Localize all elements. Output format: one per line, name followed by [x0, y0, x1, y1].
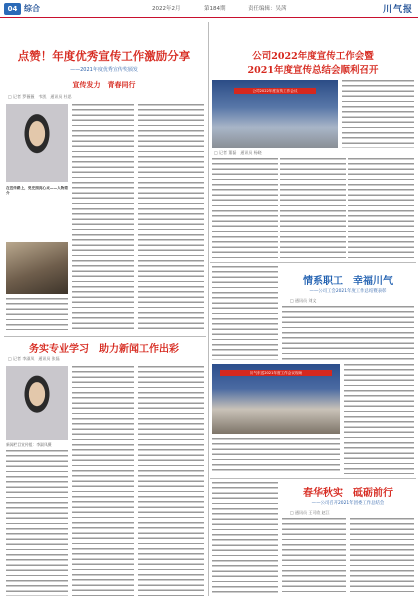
- left-section-divider: [4, 336, 206, 337]
- article-5-body-col-2: [72, 366, 134, 596]
- article-3-body-top: [282, 306, 414, 360]
- article-1-section-head: 在宣传路上，党史照亮心灵——人物简介: [6, 186, 68, 196]
- article-3-author: □ 通讯员 刘文: [290, 298, 317, 303]
- article-2-side-col: [342, 80, 414, 148]
- article-1-subline: ——2021年度优秀宣传奖颁发: [70, 67, 138, 73]
- newspaper-logo: 川气报: [382, 5, 413, 15]
- article-1-author: □ 记者 罗薇薇 韦凯 通讯员 杜思: [8, 94, 72, 99]
- article-1-body-col-2: [72, 104, 134, 330]
- article-2-continued-col: [212, 266, 278, 360]
- issue-date: 2022年2月: [152, 6, 181, 12]
- article-3-body-bottom: [212, 438, 340, 474]
- right-section-divider-1: [210, 262, 416, 263]
- article-3-body-right: [344, 364, 414, 474]
- article-3-photo-banner: 川气东送2021年度工作会议现场: [220, 370, 332, 376]
- article-1-photo-2: [6, 242, 68, 294]
- article-3-continued-col: [212, 482, 278, 596]
- right-section-divider-2: [210, 478, 416, 479]
- article-1-intro: [6, 186, 68, 238]
- article-2-body-col-3: [348, 158, 414, 258]
- article-4-author: □ 通讯员 王可欣 赵江: [290, 510, 330, 515]
- article-4-body-col-2: [350, 518, 414, 596]
- issue-number: 第184期: [204, 6, 226, 12]
- article-1-body-col-3: [138, 104, 204, 330]
- article-3-photo: [212, 364, 340, 434]
- article-2-headline-2: 2021年度宣传总结会顺利召开: [247, 65, 379, 76]
- article-1-body-col-1: [6, 298, 68, 330]
- article-2-photo: [212, 80, 338, 148]
- article-5-author: □ 记者 李淑凤 通讯员 张磊: [8, 356, 60, 361]
- article-3-headline: 情系职工 幸福川气: [303, 276, 393, 287]
- article-2-headline-1: 公司2022年度宣传工作会暨: [252, 51, 374, 62]
- article-1-headline: 点赞！年度优秀宣传工作激励分享: [17, 49, 191, 63]
- article-4-subline: ——公司召开2021年团委工作总结会: [311, 501, 385, 506]
- article-4-headline: 春华秋实 砥砺前行: [303, 488, 393, 499]
- article-1-photo-1: [6, 104, 68, 182]
- editor-credit: 责任编辑：吴茜: [248, 6, 287, 12]
- article-2-photo-banner: 公司2022年度宣传工作会议: [234, 88, 316, 94]
- article-5-photo: [6, 366, 68, 440]
- page-number-badge: 04: [4, 3, 21, 15]
- article-2-body-col-1: [212, 158, 278, 258]
- article-2-author: □ 记者 董磊 通讯员 杨晓: [214, 150, 262, 155]
- center-column-divider: [208, 22, 209, 596]
- article-5-photo-caption: 新闻栏目宣传组：李淑凤摄: [6, 442, 52, 447]
- article-5-body-col-1: [6, 450, 68, 596]
- article-4-body-col-1: [282, 518, 346, 596]
- article-3-subline: ——公司工会2021年度工作总结暨表彰: [309, 289, 387, 294]
- article-5-body-col-3: [138, 366, 204, 596]
- section-name: 综合: [24, 4, 40, 13]
- article-1-kicker: 宣传发力 青春同行: [72, 80, 136, 89]
- article-5-headline: 务实专业学习 助力新闻工作出彩: [29, 344, 179, 355]
- article-2-body-col-2: [280, 158, 346, 258]
